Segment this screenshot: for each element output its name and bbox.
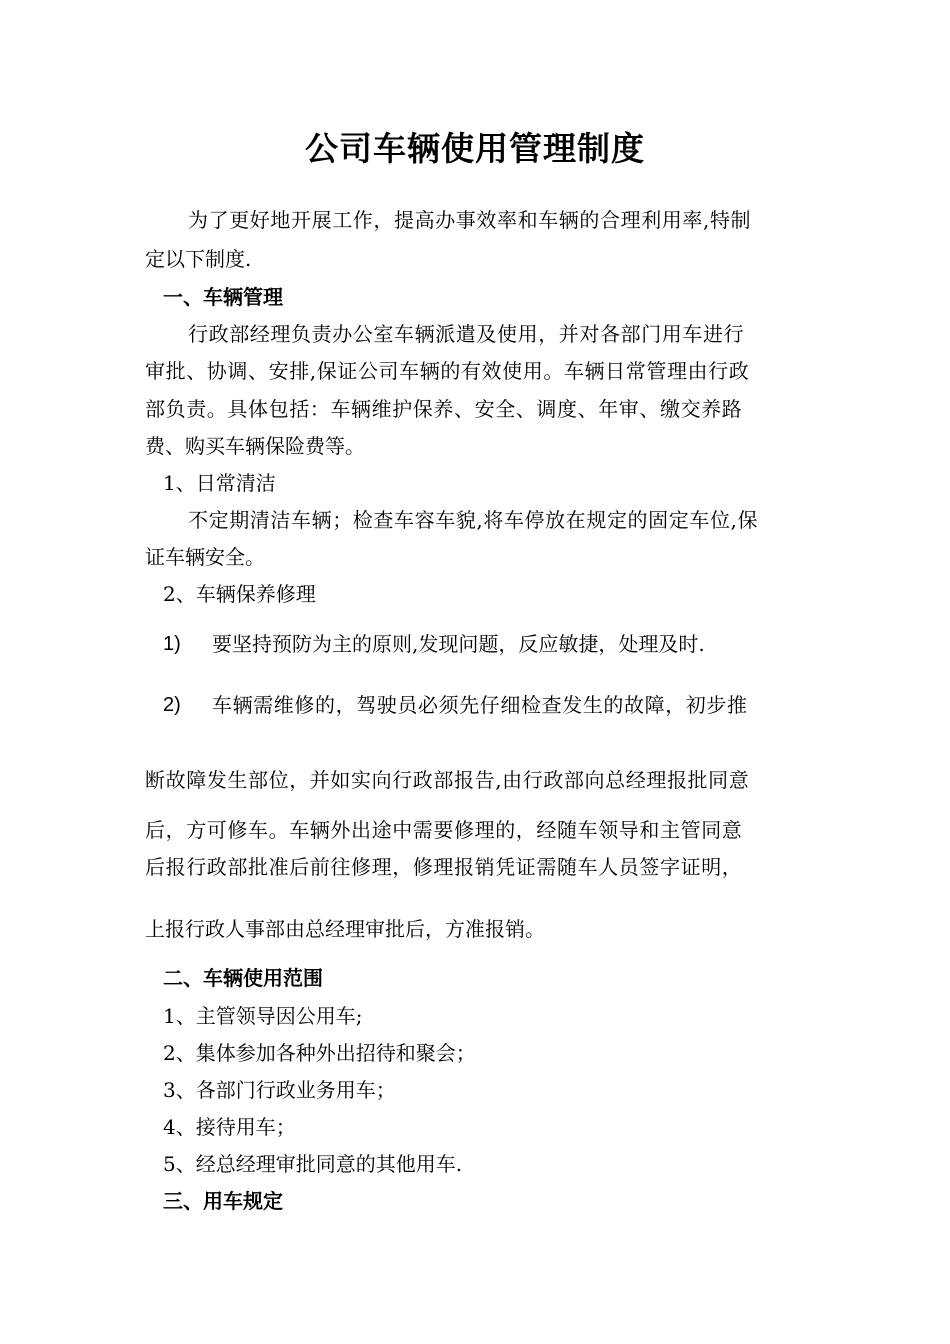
section1-heading: 一、车辆管理: [163, 285, 283, 309]
item1-text-line-2: 证车辆安全。: [145, 545, 265, 569]
section1-para-line-2: 审批、协调、安排,保证公司车辆的有效使用。车辆日常管理由行政: [145, 359, 750, 383]
section2-item-4: 4、接待用车；: [163, 1115, 296, 1139]
item1-title: 1、日常清洁: [163, 471, 276, 495]
item2-cont-line-2: 后，方可修车。车辆外出途中需要修理的，经随车领导和主管同意: [145, 818, 743, 842]
section2-heading: 二、车辆使用范围: [163, 966, 323, 990]
section2-item-2: 2、集体参加各种外出招待和聚会；: [163, 1041, 476, 1065]
item2-cont-line-1: 断故障发生部位，并如实向行政部报告,由行政部向总经理报批同意: [145, 768, 750, 792]
document-title: 公司车辆使用管理制度: [305, 129, 645, 168]
intro-line-2: 定以下制度.: [145, 247, 252, 271]
section2-item-5: 5、经总经理审批同意的其他用车.: [163, 1152, 463, 1176]
section2-item-3: 3、各部门行政业务用车；: [163, 1078, 396, 1102]
point2-text: 车辆需维修的，驾驶员必须先仔细检查发生的故障，初步推: [212, 693, 748, 717]
intro-line-1: 为了更好地开展工作，提高办事效率和车辆的合理利用率,特制: [188, 208, 752, 232]
item2-cont-line-3: 后报行政部批准后前往修理，修理报销凭证需随车人员签字证明，: [145, 855, 743, 879]
item1-text-line-1: 不定期清洁车辆；检查车容车貌,将车停放在规定的固定车位,保: [188, 508, 759, 532]
section1-para-line-4: 费、购买车辆保险费等。: [145, 434, 365, 458]
point2-number: 2): [163, 694, 181, 716]
item2-cont-line-4: 上报行政人事部由总经理审批后，方准报销。: [145, 917, 545, 941]
section1-para-line-1: 行政部经理负责办公室车辆派遣及使用，并对各部门用车进行: [188, 322, 745, 346]
section1-para-line-3: 部负责。具体包括：车辆维护保养、安全、调度、年审、缴交养路: [145, 397, 743, 421]
item2-title: 2、车辆保养修理: [163, 582, 316, 606]
section3-heading: 三、用车规定: [163, 1189, 283, 1213]
section2-item-1: 1、主管领导因公用车;: [163, 1004, 363, 1028]
point1-text: 要坚持预防为主的原则,发现问题，反应敏捷，处理及时.: [212, 632, 705, 656]
point1-number: 1): [163, 633, 181, 655]
